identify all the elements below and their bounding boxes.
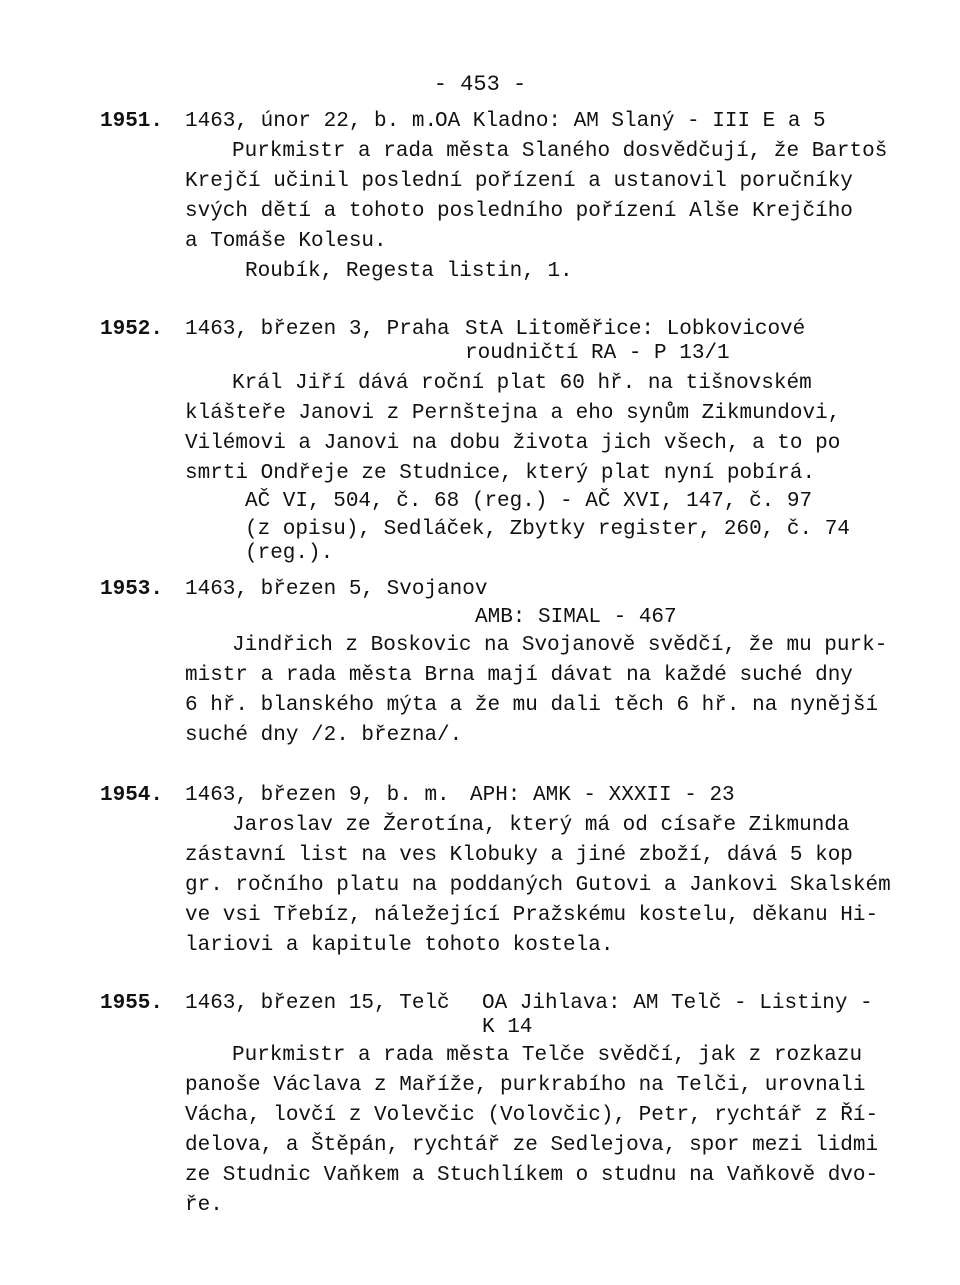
entry-text-line: panoše Václava z Maříže, purkrabího na Telči, urovnali xyxy=(185,1074,866,1097)
entry-source: roudničtí RA - P 13/1 xyxy=(465,342,730,365)
entry-heading: 1463, březen 9, b. m. xyxy=(185,784,450,807)
entry-text-line: 6 hř. blanského mýta a že mu dali těch 6 hř. na nynější xyxy=(185,694,879,717)
entry-heading: 1463, únor 22, b. m. xyxy=(185,110,438,133)
entry-text-line: Krejčí učinil poslední pořízení a ustanovil poručníky xyxy=(185,170,853,193)
entry-text-line: ve vsi Třebíz, náležející Pražskému kostelu, děkanu Hi- xyxy=(185,904,879,927)
entry-source: APH: AMK - XXXII - 23 xyxy=(470,784,735,807)
entry-heading: 1463, březen 5, Svojanov xyxy=(185,578,488,601)
entry-text-line: Purkmistr a rada města Telče svědčí, jak z rozkazu xyxy=(232,1044,863,1067)
entry-reference: (reg.). xyxy=(245,542,334,565)
entry-text-line: a Tomáše Kolesu. xyxy=(185,230,387,253)
entry-text-line: Jindřich z Boskovic na Svojanově svědčí, že mu purk- xyxy=(232,634,888,657)
entry-text-line: svých dětí a tohoto posledního pořízení Alše Krejčího xyxy=(185,200,853,223)
page-number: - 453 - xyxy=(433,72,527,97)
entry-text-line: gr. ročního platu na poddaných Gutovi a Jankovi Skalském xyxy=(185,874,891,897)
entry-number: 1954. xyxy=(100,784,164,807)
entry-text-line: mistr a rada města Brna mají dávat na každé suché dny xyxy=(185,664,853,687)
entry-reference: (z opisu), Sedláček, Zbytky register, 260, č. 74 xyxy=(245,518,850,541)
entry-source: AMB: SIMAL - 467 xyxy=(475,606,677,629)
entry-text-line: Vácha, lovčí z Volevčic (Volovčic), Petr, rychtář z Ří- xyxy=(185,1104,879,1127)
entry-text-line: delova, a Štěpán, rychtář ze Sedlejova, spor mezi lidmi xyxy=(185,1134,879,1157)
entry-text-line: Purkmistr a rada města Slaného dosvědčují, že Bartoš xyxy=(232,140,888,163)
entry-source: OA Kladno: AM Slaný - III E a 5 xyxy=(435,110,826,133)
entry-source: OA Jihlava: AM Telč - Listiny - xyxy=(482,992,873,1015)
entry-source: StA Litoměřice: Lobkovicové xyxy=(465,318,806,341)
entry-text-line: Jaroslav ze Žerotína, který má od císaře Zikmunda xyxy=(232,814,850,837)
entry-reference: Roubík, Regesta listin, 1. xyxy=(245,260,573,283)
entry-text-line: lariovi a kapitule tohoto kostela. xyxy=(185,934,614,957)
entry-source: K 14 xyxy=(482,1016,533,1039)
entry-text-line: suché dny /2. března/. xyxy=(185,724,463,747)
entry-text-line: ře. xyxy=(185,1194,223,1217)
entry-text-line: zástavní list na ves Klobuky a jiné zboží, dává 5 kop xyxy=(185,844,853,867)
entry-number: 1955. xyxy=(100,992,164,1015)
entry-text-line: klášteře Janovi z Pernštejna a eho synům Zikmundovi, xyxy=(185,402,841,425)
entry-number: 1951. xyxy=(100,110,164,133)
entry-text-line: Král Jiří dává roční plat 60 hř. na tišnovském xyxy=(232,372,812,395)
entry-text-line: smrti Ondřeje ze Studnice, který plat nyní pobírá. xyxy=(185,462,816,485)
entry-reference: AČ VI, 504, č. 68 (reg.) - AČ XVI, 147, č. 97 xyxy=(245,490,813,513)
entry-number: 1952. xyxy=(100,318,164,341)
entry-heading: 1463, březen 15, Telč xyxy=(185,992,450,1015)
entry-heading: 1463, březen 3, Praha xyxy=(185,318,450,341)
entry-number: 1953. xyxy=(100,578,164,601)
entry-text-line: Vilémovi a Janovi na dobu života jich všech, a to po xyxy=(185,432,841,455)
entry-text-line: ze Studnic Vaňkem a Stuchlíkem o studnu na Vaňkově dvo- xyxy=(185,1164,879,1187)
